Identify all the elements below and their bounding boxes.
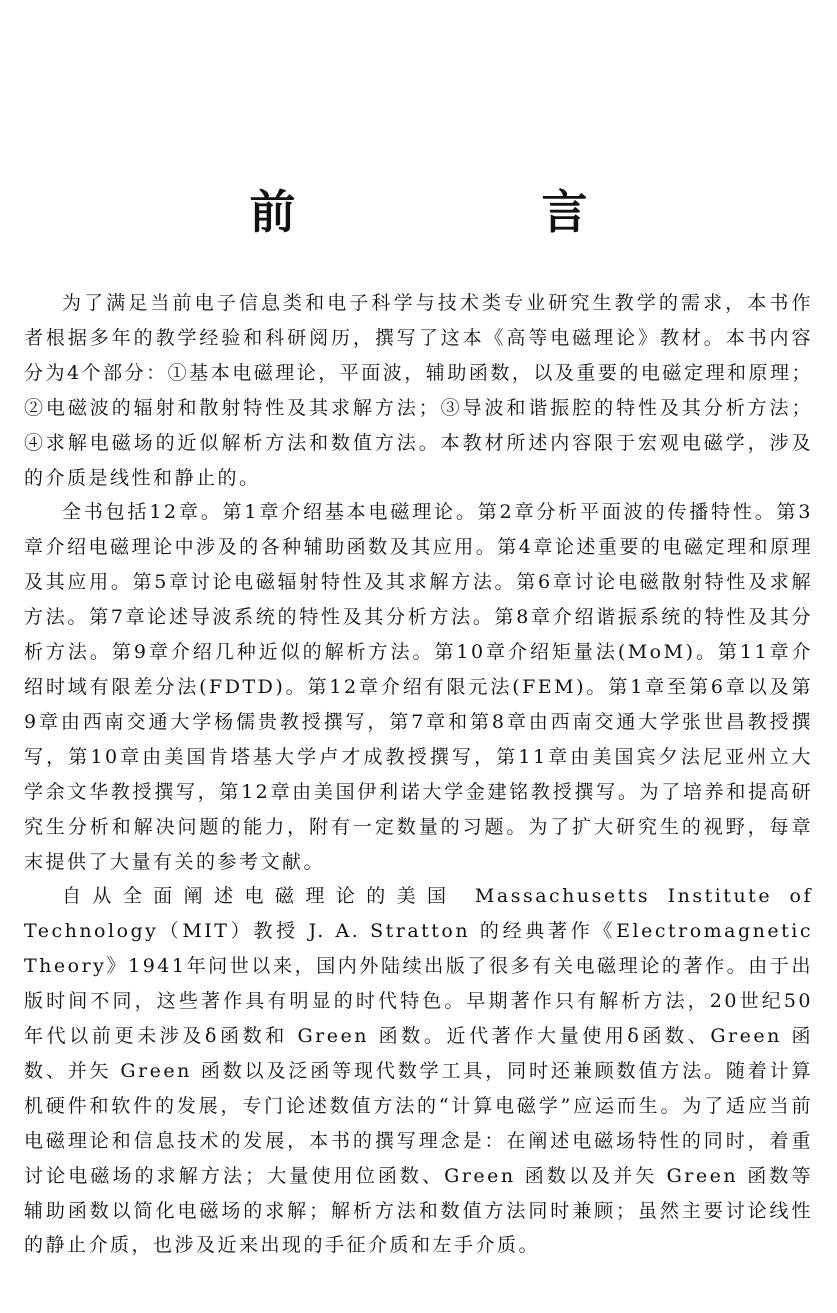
- page-title: 前 言: [249, 184, 688, 239]
- paragraph-2: 全书包括12章。第1章介绍基本电磁理论。第2章分析平面波的传播特性。第3章介绍电磁理论中涉及的各种辅助函数及其应用。第4章论述重要的电磁定理和原理及其应用。第5章讨论电磁辐射特性及其求解方法。第6章讨论电磁散射特性及求解方法。第7章论述导波系统的特性及其分析方法。第8章介绍谐振系统的特性及其分析方法。第9章介绍几种近似的解析方法。第10章介绍矩量法(MoM)。第11章介绍时域有限差分法(FDTD)。第12章介绍有限元法(FEM)。第1章至第6章以及第9章由西南交通大学杨儒贵教授撰写，第7章和第8章由西南交通大学张世昌教授撰写，第10章由美国肯塔基大学卢才成教授撰写，第11章由美国宾夕法尼亚州立大学余文华教授撰写，第12章由美国伊利诺大学金建铭教授撰写。为了培养和提高研究生分析和解决问题的能力，附有一定数量的习题。为了扩大研究生的视野，每章末提供了大量有关的参考文献。: [24, 501, 813, 873]
- paragraph-1: 为了满足当前电子信息类和电子科学与技术类专业研究生教学的需求，本书作者根据多年的教学经验和科研阅历，撰写了这本《高等电磁理论》教材。本书内容分为4个部分：①基本电磁理论，平面波，辅助函数，以及重要的电磁定理和原理；②电磁波的辐射和散射特性及其求解方法；③导波和谐振腔的特性及其分析方法；④求解电磁场的近似解析方法和数值方法。本教材所述内容限于宏观电磁学，涉及的介质是线性和静止的。: [24, 292, 813, 489]
- preface-body: [24, 286, 813, 1263]
- paragraph-3: 自从全面阐述电磁理论的美国 Massachusetts Institute of Technology（MIT）教授 J. A. Stratton 的经典著作《Electromagnetic Theory》1941年问世以来，国内外陆续出版了很多有关电磁理论的著作。由于出版时间不同，这些著作具有明显的时代特色。早期著作只有解析方法，20世纪50年代以前更未涉及δ函数和 Green 函数。近代著作大量使用δ函数、Green 函数、并矢 Green 函数以及泛函等现代数学工具，同时还兼顾数值方法。随着计算机硬件和软件的发展，专门论述数值方法的“计算电磁学”应运而生。为了适应当前电磁理论和信息技术的发展，本书的撰写理念是：在阐述电磁场特性的同时，着重讨论电磁场的求解方法；大量使用位函数、Green 函数以及并矢 Green 函数等辅助函数以简化电磁场的求解；解析方法和数值方法同时兼顾；虽然主要讨论线性的静止介质，也涉及近来出现的手征介质和左手介质。: [24, 885, 813, 1257]
